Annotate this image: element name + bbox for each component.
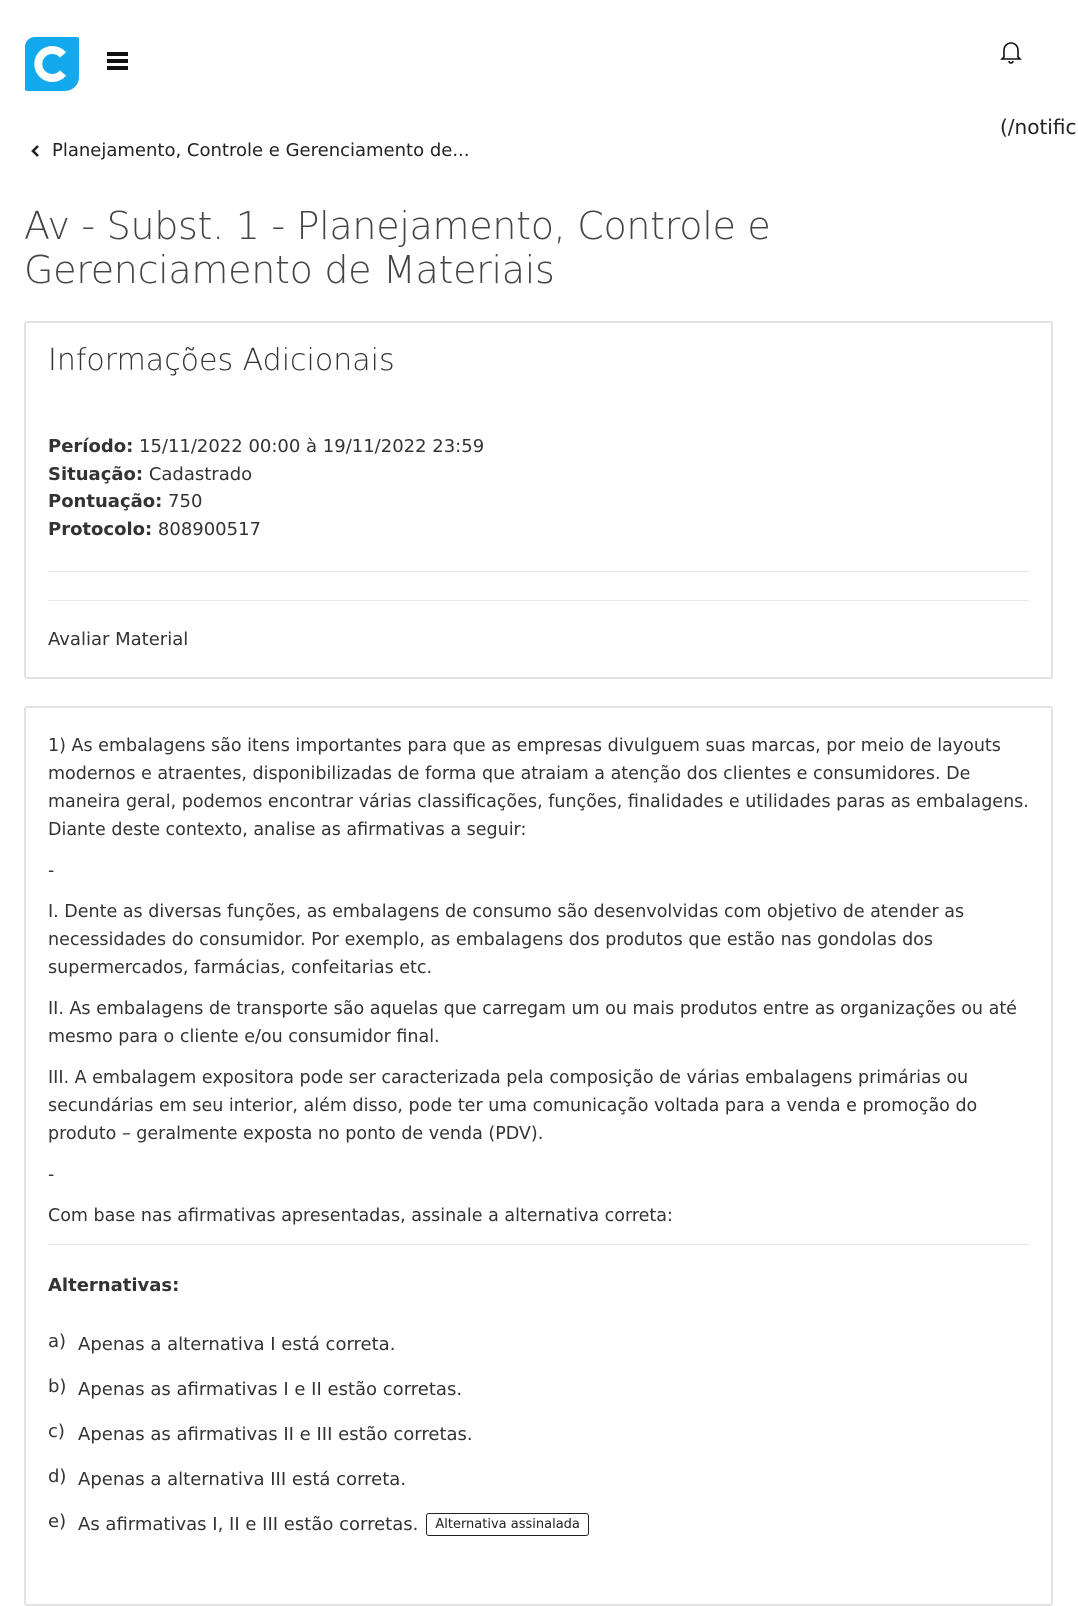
alt-letter: e) xyxy=(48,1511,67,1532)
protocolo-value: 808900517 xyxy=(152,518,261,540)
statement-ii: II. As embalagens de transporte são aquelas que carregam um ou mais produtos entre as organizações ou até mesmo para o cliente e/ou consumidor final. xyxy=(48,999,1017,1047)
alternative-a[interactable] xyxy=(48,1322,1029,1367)
page-title: Av - Subst. 1 - Planejamento, Controle e Gerenciamento de Materiais xyxy=(24,204,771,292)
situacao-label: Situação: xyxy=(48,463,144,485)
bell-icon[interactable] xyxy=(1000,40,1022,68)
alternative-d[interactable] xyxy=(48,1457,1029,1502)
info-list xyxy=(48,433,1029,543)
alt-letter: c) xyxy=(48,1421,65,1442)
alternative-b[interactable] xyxy=(48,1367,1029,1412)
question-body xyxy=(48,732,1029,1230)
question-intro: 1) As embalagens são itens importantes para que as empresas divulguem suas marcas, por meio de layouts modernos e atraentes, disponibilizadas de forma que atraiam a atenção dos clientes e consumidores. De maneira geral, podemos encontrar várias classificações, funções, finalidades e utilidades paras as embalagens. Diante deste contexto, analise as afirmativas a seguir: xyxy=(48,736,1029,840)
notifications-link[interactable]: (/notific xyxy=(1000,115,1077,139)
separator: - xyxy=(48,861,55,881)
separator: - xyxy=(48,1165,55,1185)
breadcrumb-label: Planejamento, Controle e Gerenciamento de... xyxy=(52,140,470,161)
alt-letter: d) xyxy=(48,1466,67,1487)
statement-iii: III. A embalagem expositora pode ser caracterizada pela composição de várias embalagens primárias ou secundárias em seu interior, além disso, pode ter uma comunicação voltada para a venda e promoção do produto – geralmente exposta no ponto de venda (PDV). xyxy=(48,1068,978,1144)
alt-text: Apenas as afirmativas II e III estão corretas. xyxy=(78,1424,473,1445)
avaliar-material-link[interactable]: Avaliar Material xyxy=(48,629,189,650)
divider xyxy=(48,1244,1029,1245)
periodo-value: 15/11/2022 00:00 à 19/11/2022 23:59 xyxy=(133,436,485,457)
selected-badge: Alternativa assinalada xyxy=(426,1513,589,1536)
alt-letter: a) xyxy=(48,1331,67,1352)
statement-i: I. Dente as diversas funções, as embalagens de consumo são desenvolvidas com objetivo de atender as necessidades do consumidor. Por exemplo, as embalagens dos produtos que estão nas gondolas dos supermercados, farmácias, confeitarias etc. xyxy=(48,902,965,978)
periodo-label: Período: xyxy=(48,436,134,457)
divider xyxy=(48,600,1029,601)
alternatives-heading: Alternativas: xyxy=(48,1275,180,1296)
info-card xyxy=(24,321,1053,679)
alt-letter: b) xyxy=(48,1376,67,1397)
question-card xyxy=(24,706,1053,1606)
question-prompt: Com base nas afirmativas apresentadas, assinale a alternativa correta: xyxy=(48,1206,673,1226)
alt-text: Apenas as afirmativas I e II estão corretas. xyxy=(78,1379,463,1400)
alt-text: Apenas a alternativa III está correta. xyxy=(78,1469,407,1490)
alternative-c[interactable] xyxy=(48,1412,1029,1457)
chevron-left-icon xyxy=(30,144,40,158)
alt-text: Apenas a alternativa I está correta. xyxy=(78,1334,396,1355)
alternative-e[interactable] xyxy=(48,1502,1029,1547)
pontuacao-label: Pontuação: xyxy=(48,491,163,512)
divider xyxy=(48,571,1029,572)
alt-text: As afirmativas I, II e III estão corretas. xyxy=(78,1514,419,1535)
logo-c-icon xyxy=(25,37,79,91)
breadcrumb-back[interactable] xyxy=(30,140,470,161)
protocolo-label: Protocolo: xyxy=(48,518,153,540)
hamburger-menu-icon[interactable] xyxy=(107,52,128,73)
pontuacao-value: 750 xyxy=(162,491,203,512)
situacao-value: Cadastrado xyxy=(143,463,253,485)
logo[interactable] xyxy=(25,37,79,91)
info-heading: Informações Adicionais xyxy=(48,343,395,378)
